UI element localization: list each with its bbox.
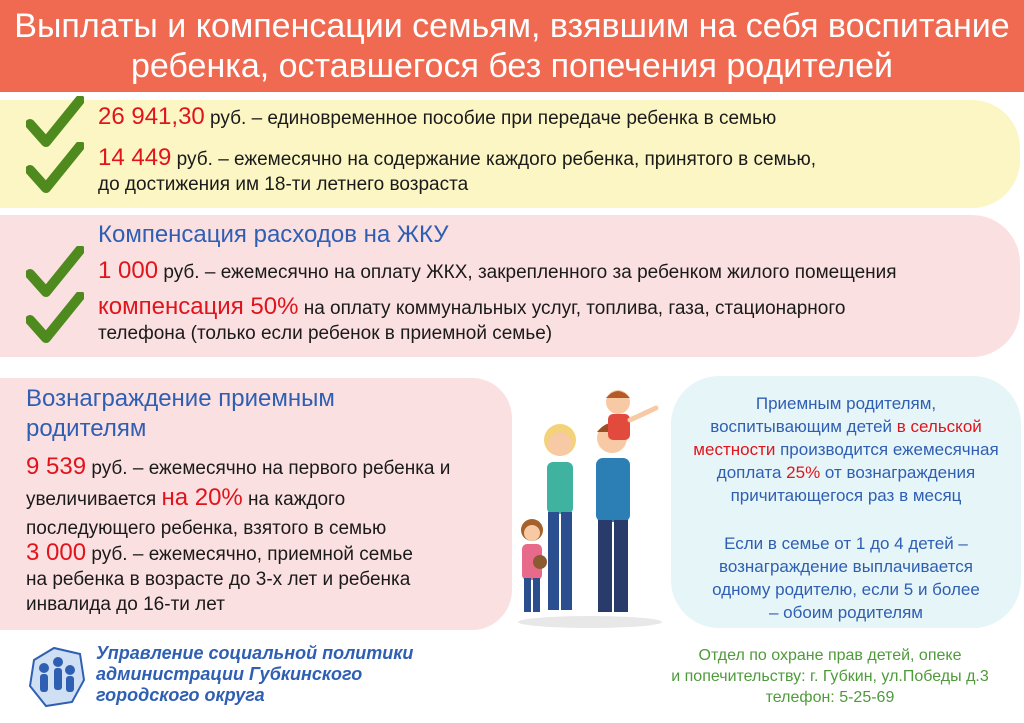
- amount-value: 9 539: [26, 453, 87, 480]
- item-text: руб. – ежемесячно, приемной семье: [86, 544, 413, 565]
- contact-phone: телефон: 5-25-69: [765, 689, 895, 706]
- housing-payment-item: [98, 258, 897, 285]
- item-text: руб. – ежемесячно на содержание каждого ребенка, принятого в семью,: [171, 149, 817, 170]
- note-text: Приемным родителям,: [755, 394, 937, 413]
- amount-value: 1 000: [98, 257, 159, 284]
- item-text-continued: увеличивается: [26, 489, 162, 510]
- item-text-continued: до достижения им 18-ти летнего возраста: [98, 174, 469, 195]
- item-text-continued: на ребенка в возрасте до 3-х лет и ребенка: [26, 569, 411, 590]
- note-highlight: 25%: [786, 463, 821, 482]
- note-text: доплата: [716, 463, 787, 482]
- note-text: воспитывающим детей: [710, 417, 897, 436]
- item-text-continued: телефона (только если ребенок в приемной семье): [98, 323, 553, 344]
- org-logo-icon: [24, 640, 90, 710]
- note-highlight: местности: [693, 440, 776, 459]
- org-name-line2: администрации Губкинского: [96, 664, 363, 684]
- rural-bonus-note: [671, 392, 1021, 507]
- note-text: Если в семье от 1 до 4 детей –: [724, 534, 968, 553]
- item-text: руб. – ежемесячно на первого ребенка и: [86, 458, 451, 479]
- item-text: руб. – единовременное пособие при передаче ребенка в семью: [204, 108, 777, 129]
- contact-line2: и попечительству: г. Губкин, ул.Победы д.3: [671, 668, 989, 685]
- check-icon: [26, 96, 84, 148]
- note-text: от вознаграждения: [820, 463, 976, 482]
- note-text: одному родителю, если 5 и более: [712, 580, 980, 599]
- check-icon: [26, 246, 84, 298]
- page-header: [0, 0, 1024, 92]
- check-icon: [26, 292, 84, 344]
- lump-sum-item: [98, 104, 776, 131]
- increase-value: на 20%: [161, 484, 243, 511]
- reward-item-first-child: [26, 452, 450, 543]
- check-icon: [26, 142, 84, 194]
- amount-value: 26 941,30: [98, 103, 205, 130]
- reward-item-young-child: [26, 540, 413, 617]
- org-name-line1: Управление социальной политики: [96, 643, 414, 663]
- note-text: вознаграждение выплачивается: [719, 557, 973, 576]
- page-title-line1: Выплаты и компенсации семьям, взявшим на себя воспитание: [14, 7, 1010, 45]
- item-text-continued: на каждого: [242, 489, 346, 510]
- utilities-heading: Компенсация расходов на ЖКУ: [98, 221, 449, 248]
- note-text: – обоим родителям: [769, 603, 923, 622]
- org-name-line3: городского округа: [96, 685, 265, 705]
- compensation-item: [98, 294, 845, 346]
- amount-value: компенсация 50%: [98, 293, 299, 320]
- item-text-continued: последующего ребенка, взятого в семью: [26, 518, 387, 539]
- family-illustration: [510, 380, 670, 630]
- amount-value: 3 000: [26, 539, 87, 566]
- amount-value: 14 449: [98, 144, 172, 171]
- item-text-continued: инвалида до 16-ти лет: [26, 594, 225, 615]
- reward-split-note: [671, 532, 1021, 624]
- reward-heading: [26, 384, 335, 444]
- org-name: [96, 643, 413, 706]
- item-text: на оплату коммунальных услуг, топлива, газа, стационарного: [298, 298, 846, 319]
- note-text: производится ежемесячная: [775, 440, 999, 459]
- monthly-allowance-item: [98, 145, 816, 197]
- reward-heading-line2: родителям: [26, 415, 147, 442]
- note-text: причитающегося раз в месяц: [730, 486, 962, 505]
- page-title-line2: ребенка, оставшегося без попечения родителей: [131, 47, 893, 85]
- contact-line1: Отдел по охране прав детей, опеке: [698, 647, 962, 664]
- note-highlight: в сельской: [896, 417, 982, 436]
- contact-info: [640, 645, 1020, 708]
- reward-heading-line1: Вознаграждение приемным: [26, 385, 335, 412]
- item-text: руб. – ежемесячно на оплату ЖКХ, закрепленного за ребенком жилого помещения: [158, 262, 897, 283]
